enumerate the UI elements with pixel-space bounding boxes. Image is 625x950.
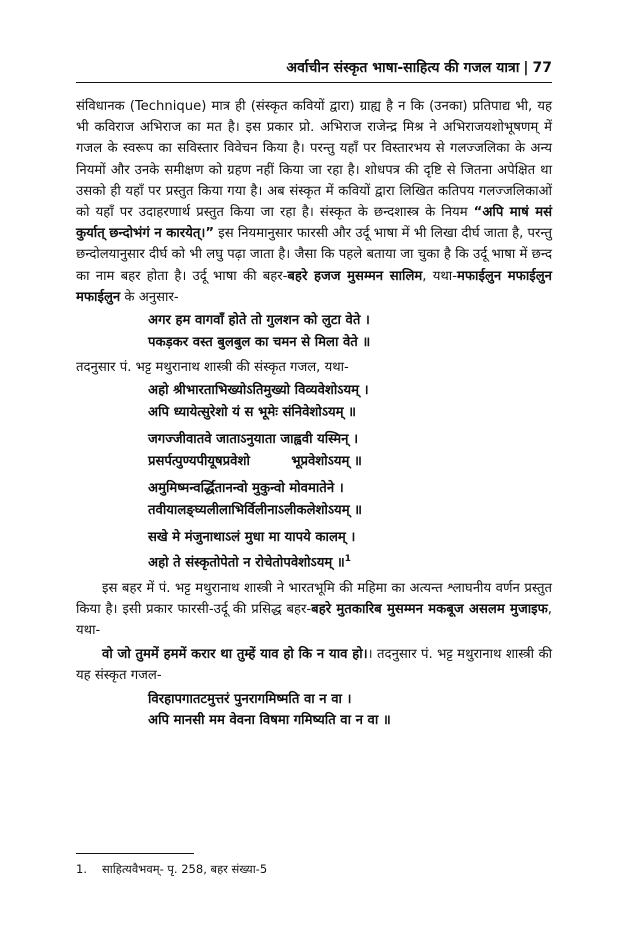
page-body [76, 96, 552, 736]
header-separator: | [523, 60, 529, 76]
verse-line: अपि मानसी मम वेवना विषमा गमिष्यति वा न वा ॥ [148, 713, 391, 729]
paragraph-urdu-verse-2 [76, 644, 552, 686]
urdu-verse-block-1 [76, 310, 552, 353]
verse-line: अमुमिष्मन्वर्द्धितानन्वो मुकुन्वो मोवमातेने । [148, 481, 344, 497]
footnote [76, 862, 267, 877]
paragraph-transition: तदनुसार पं. भट्ट मथुरानाथ शास्त्री की संस्कृत गजल, यथा- [76, 360, 349, 376]
verse-line: तवीयालङ्घ्यलीलाभिर्विलीनाऽलीकलेशोऽयम् ॥ [148, 502, 363, 518]
verse-line: पकड़कर वस्त बुलबुल का चमन से मिला वेते ॥ [148, 334, 371, 350]
paragraph-mutakarib-text-b: , यथा- [76, 601, 552, 639]
verse-line [148, 549, 552, 574]
footnote-rule [76, 853, 194, 854]
paragraph-intro-text-b: इस नियमानुसार फारसी और उर्दू भाषा में भी लिखा दीर्घ जाता है, परन्तु छन्दोलयानुसार दीर्घ को भी लघु पढ़ा जाता है। जैसा कि पहले बताया जा चुका है कि उर्दू भाषा में छन्द का नाम बहर होता है। उर्दू भाषा की बहर- [76, 226, 552, 284]
footnote-reference: 1 [344, 553, 351, 564]
bahr-name-mutakarib: बहरे मुतकारिब मुसम्मन मकबूज असलम मुजाइफ [311, 601, 548, 617]
paragraph-mutakarib [76, 578, 552, 642]
running-header [76, 58, 552, 83]
paragraph-intro [76, 96, 552, 308]
header-title: अर्वाचीन संस्कृत भाषा-साहित्य की गजल यात्रा [286, 60, 520, 76]
urdu-verse-2: वो जो तुममें हममें करार था तुम्हें याव हो कि न याव हो। [102, 647, 368, 663]
verse-line: अगर हम वागवाँ होते तो गुलशन को लुटा वेते । [148, 313, 370, 329]
paragraph-intro-text-d: के अनुसार- [120, 289, 179, 305]
sanskrit-ghazal-block-2 [76, 689, 552, 732]
paragraph-mutakarib-text-a: इस बहर में पं. भट्ट मथुरानाथ शास्त्री ने भारतभूमि की महिमा का अत्यन्त श्लाघनीय वर्णन प्रस्तुत किया है। इसी प्रकार फारसी-उर्दू की प्रसिद्ध बहर- [76, 580, 552, 617]
paragraph-intro-text-c: , यथा- [422, 268, 457, 284]
page-number: 77 [532, 60, 552, 76]
verse-line: अहो श्रीभारताभिख्योऽतिमुख्यो विव्यवेशोऽयम् । [148, 383, 369, 399]
paragraph-intro-text-a: संविधानक (Technique) मात्र ही (संस्कृत कवियों द्वारा) ग्राह्य है न कि (उनका) प्रतिपाद्य भी, यह भी कविराज अभिराज का मत है। इस प्रकार प्रो. अभिराज राजेन्द्र मिश्र ने अभिराजयशोभूषणम् में गजल के स्वरूप का सविस्तार विवेचन किया है। परन्तु यहाँ पर विस्तारभय से गलज्जलिका के अन्य नियमों और उनके समीक्षण को ग्रहण नहीं किया जा रहा है। शोधपत्र की दृष्टि से जितना अपेक्षित था उसको ही यहाँ पर प्रस्तुत किया गया है। अब संस्कृत में कवियों द्वारा लिखित कतिपय गलज्जलिकाओं को यहाँ पर उदाहरणार्थ प्रस्तुत किया जा रहा है। संस्कृत के छन्दशास्त्र के नियम [76, 99, 552, 221]
verse-line: सखे मे मंजुनाथाऽलं मुधा मा यापये कालम् । [148, 530, 356, 546]
prosody-rule-quote: “अपि माषं मसं कुर्यात् छन्दोभंगं न कारयेत्।” [76, 205, 552, 242]
footnote-text: साहित्यवैभवम्- पृ. 258, बहर संख्या-5 [102, 862, 268, 876]
meter-pattern: मफाईलुन मफाईलुन मफाईलुन [76, 268, 552, 305]
verse-line: प्रसर्पत्पुण्यपीयूषप्रवेशो भूप्रवेशोऽयम् ॥ [148, 453, 362, 469]
verse-line: विरहापगातटमुत्तरं पुनरागमिष्मति वा न वा । [148, 691, 352, 707]
footnote-number: 1. [76, 862, 87, 876]
verse-line-text: अहो ते संस्कृतोपेतो न रोचेतोपवेशोऽयम् ॥ [148, 555, 345, 571]
verse-line: अपि ध्यायेत्सुरेशो यं स भूमेः संनिवेशोऽयम् ॥ [148, 404, 357, 420]
paragraph-urdu-verse-2-text: । तदनुसार पं. भट्ट मथुरानाथ शास्त्री की यह संस्कृत गजल- [76, 647, 552, 684]
bahr-name-hazaj: बहरे हजज मुसम्मन सालिम [287, 268, 423, 284]
verse-line: जगज्जीवातवे जाताऽनुयाता जाह्ववी यस्मिन् । [148, 432, 359, 448]
sanskrit-ghazal-block-1 [76, 380, 552, 573]
